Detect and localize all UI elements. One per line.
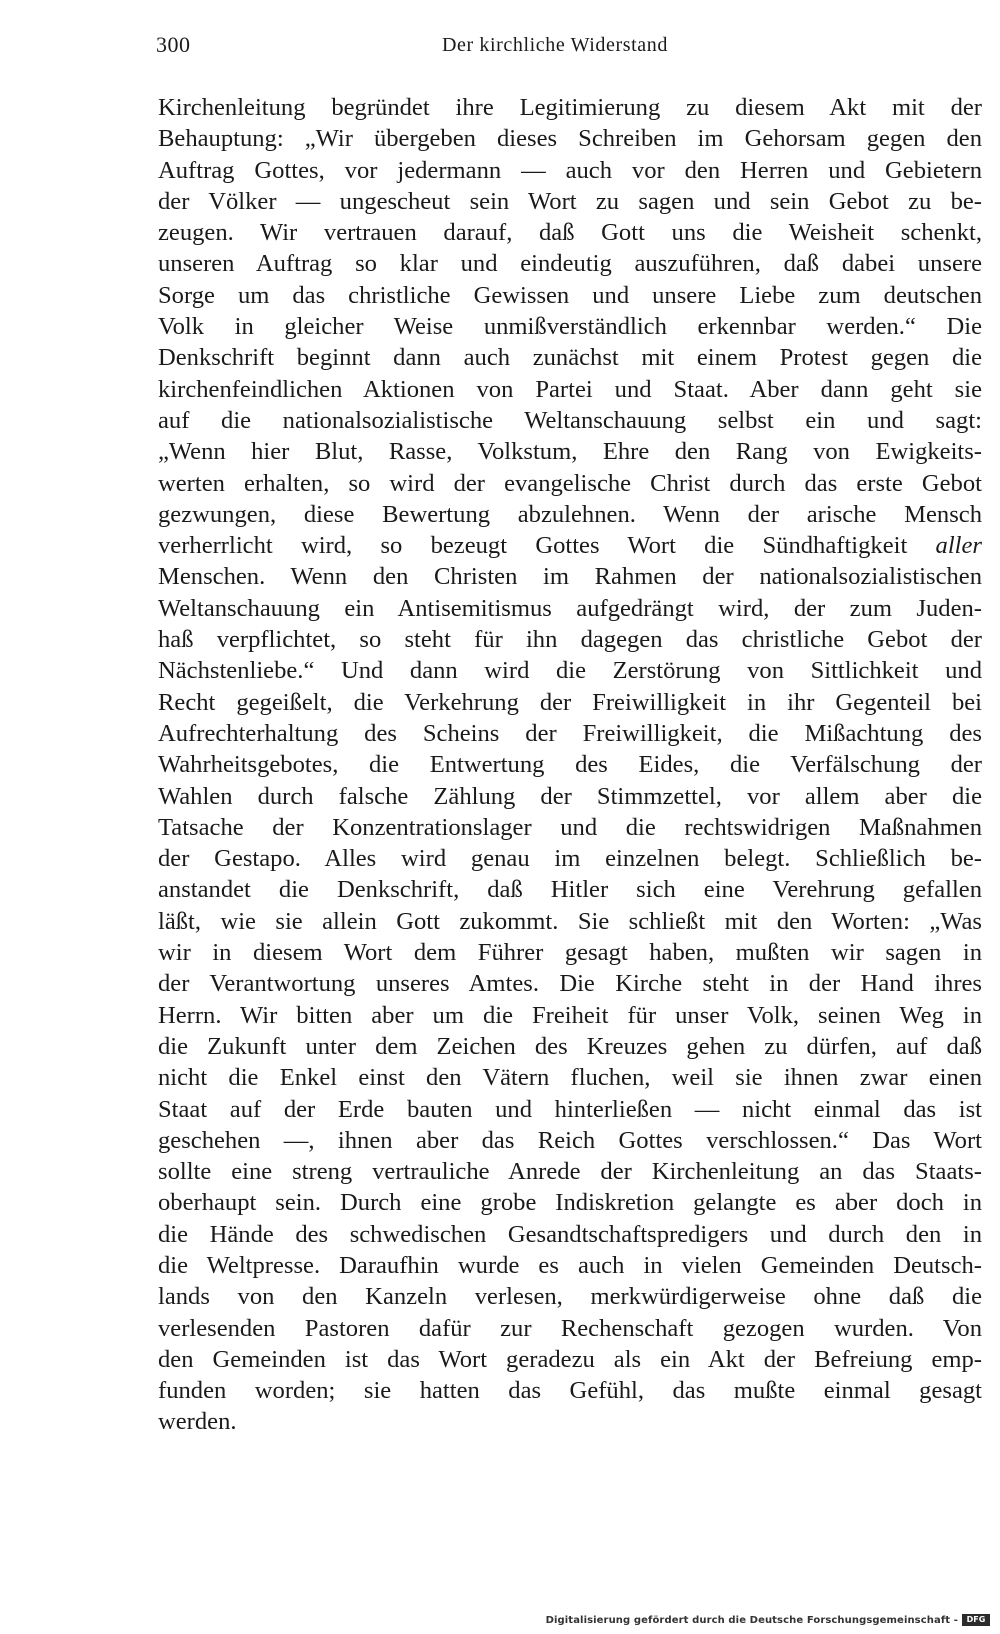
body-text (158, 92, 982, 1438)
digitization-credit (546, 1612, 990, 1628)
text-line: die Hände des schwedischen Gesandtschaftspredigers und durch den in (158, 1220, 982, 1248)
running-title: Der kirchliche Widerstand (442, 34, 668, 56)
text-line: Denkschrift beginnt dann auch zunächst mit einem Protest gegen die (158, 344, 982, 372)
text-line: verherrlicht wird, so bezeugt Gottes Wort die Sündhaftigkeit aller (158, 532, 982, 560)
text-line: zeugen. Wir vertrauen darauf, daß Gott uns die Weisheit schenkt, (158, 219, 982, 247)
text-line: oberhaupt sein. Durch eine grobe Indiskretion gelangte es aber doch in (158, 1189, 982, 1217)
text-line: werten erhalten, so wird der evangelische Christ durch das erste Gebot (158, 469, 982, 497)
text-line: den Gemeinden ist das Wort geradezu als ein Akt der Befreiung emp- (158, 1345, 982, 1373)
text-line: Aufrechterhaltung des Scheins der Freiwilligkeit, die Mißachtung des (158, 719, 982, 747)
text-line: gezwungen, diese Bewertung abzulehnen. Wenn der arische Mensch (158, 500, 982, 528)
text-line: Wahrheitsgebotes, die Entwertung des Eides, die Verfälschung der (158, 751, 982, 779)
text-line: funden worden; sie hatten das Gefühl, das mußte einmal gesagt (158, 1377, 982, 1405)
text-line: Herrn. Wir bitten aber um die Freiheit für unser Volk, seinen Weg in (158, 1001, 982, 1029)
page-number: 300 (156, 32, 191, 57)
text-line: der Verantwortung unseres Amtes. Die Kirche steht in der Hand ihres (158, 970, 982, 998)
text-line: Tatsache der Konzentrationslager und die rechtswidrigen Maßnahmen (158, 813, 982, 841)
text-line: verlesenden Pastoren dafür zur Rechenschaft gezogen wurden. Von (158, 1314, 982, 1342)
text-line: Recht gegeißelt, die Verkehrung der Freiwilligkeit in ihr Gegenteil bei (158, 688, 982, 716)
text-line: Kirchenleitung begründet ihre Legitimierung zu diesem Akt mit der (158, 94, 982, 121)
text-line: geschehen —, ihnen aber das Reich Gottes verschlossen.“ Das Wort (158, 1126, 982, 1154)
text-line: Menschen. Wenn den Christen im Rahmen der nationalsozialistischen (158, 563, 982, 591)
text-line: nicht die Enkel einst den Vätern fluchen, weil sie ihnen zwar einen (158, 1064, 982, 1092)
text-line: sollte eine streng vertrauliche Anrede der Kirchenleitung an das Staats- (158, 1158, 982, 1186)
text-line: Volk in gleicher Weise unmißverständlich erkennbar werden.“ Die (158, 313, 982, 341)
text-line: auf die nationalsozialistische Weltanschauung selbst ein und sagt: (158, 406, 982, 434)
text-line: Nächstenliebe.“ Und dann wird die Zerstörung von Sittlichkeit und (158, 657, 982, 685)
text-line: anstandet die Denkschrift, daß Hitler sich eine Verehrung gefallen (158, 876, 982, 904)
text-line: unseren Auftrag so klar und eindeutig auszuführen, daß dabei unsere (158, 250, 982, 278)
text-line: läßt, wie sie allein Gott zukommt. Sie schließt mit den Worten: „Was (158, 907, 982, 935)
text-line: Sorge um das christliche Gewissen und unsere Liebe zum deutschen (158, 281, 982, 309)
text-line: haß verpflichtet, so steht für ihn dagegen das christliche Gebot der (158, 626, 982, 654)
text-line: kirchenfeindlichen Aktionen von Partei und Staat. Aber dann geht sie (158, 375, 982, 403)
text-line: die Zukunft unter dem Zeichen des Kreuzes gehen zu dürfen, auf daß (158, 1032, 982, 1060)
text-line: „Wenn hier Blut, Rasse, Volkstum, Ehre den Rang von Ewigkeits- (158, 438, 982, 466)
page-header (156, 32, 980, 64)
text-line: lands von den Kanzeln verlesen, merkwürdigerweise ohne daß die (158, 1283, 982, 1311)
text-line: der Völker — ungescheut sein Wort zu sagen und sein Gebot zu be- (158, 187, 982, 215)
text-line: die Weltpresse. Daraufhin wurde es auch in vielen Gemeinden Deutsch- (158, 1251, 982, 1279)
text-line: der Gestapo. Alles wird genau im einzelnen belegt. Schließlich be- (158, 845, 982, 873)
text-line: Behauptung: „Wir übergeben dieses Schreiben im Gehorsam gegen den (158, 125, 982, 153)
text-line: Staat auf der Erde bauten und hinterließen — nicht einmal das ist (158, 1095, 982, 1123)
text-line: Wahlen durch falsche Zählung der Stimmzettel, vor allem aber die (158, 782, 982, 810)
emphasis: aller (935, 532, 982, 560)
credit-text: Digitalisierung gefördert durch die Deutsche Forschungsgemeinschaft - (545, 1614, 958, 1626)
text-line: Auftrag Gottes, vor jedermann — auch vor den Herren und Gebietern (158, 156, 982, 184)
text-line: Weltanschauung ein Antisemitismus aufgedrängt wird, der zum Juden- (158, 594, 982, 622)
text-line: wir in diesem Wort dem Führer gesagt haben, mußten wir sagen in (158, 939, 982, 967)
dfg-logo: DFG (962, 1614, 990, 1626)
text-line: werden. (158, 1408, 237, 1436)
